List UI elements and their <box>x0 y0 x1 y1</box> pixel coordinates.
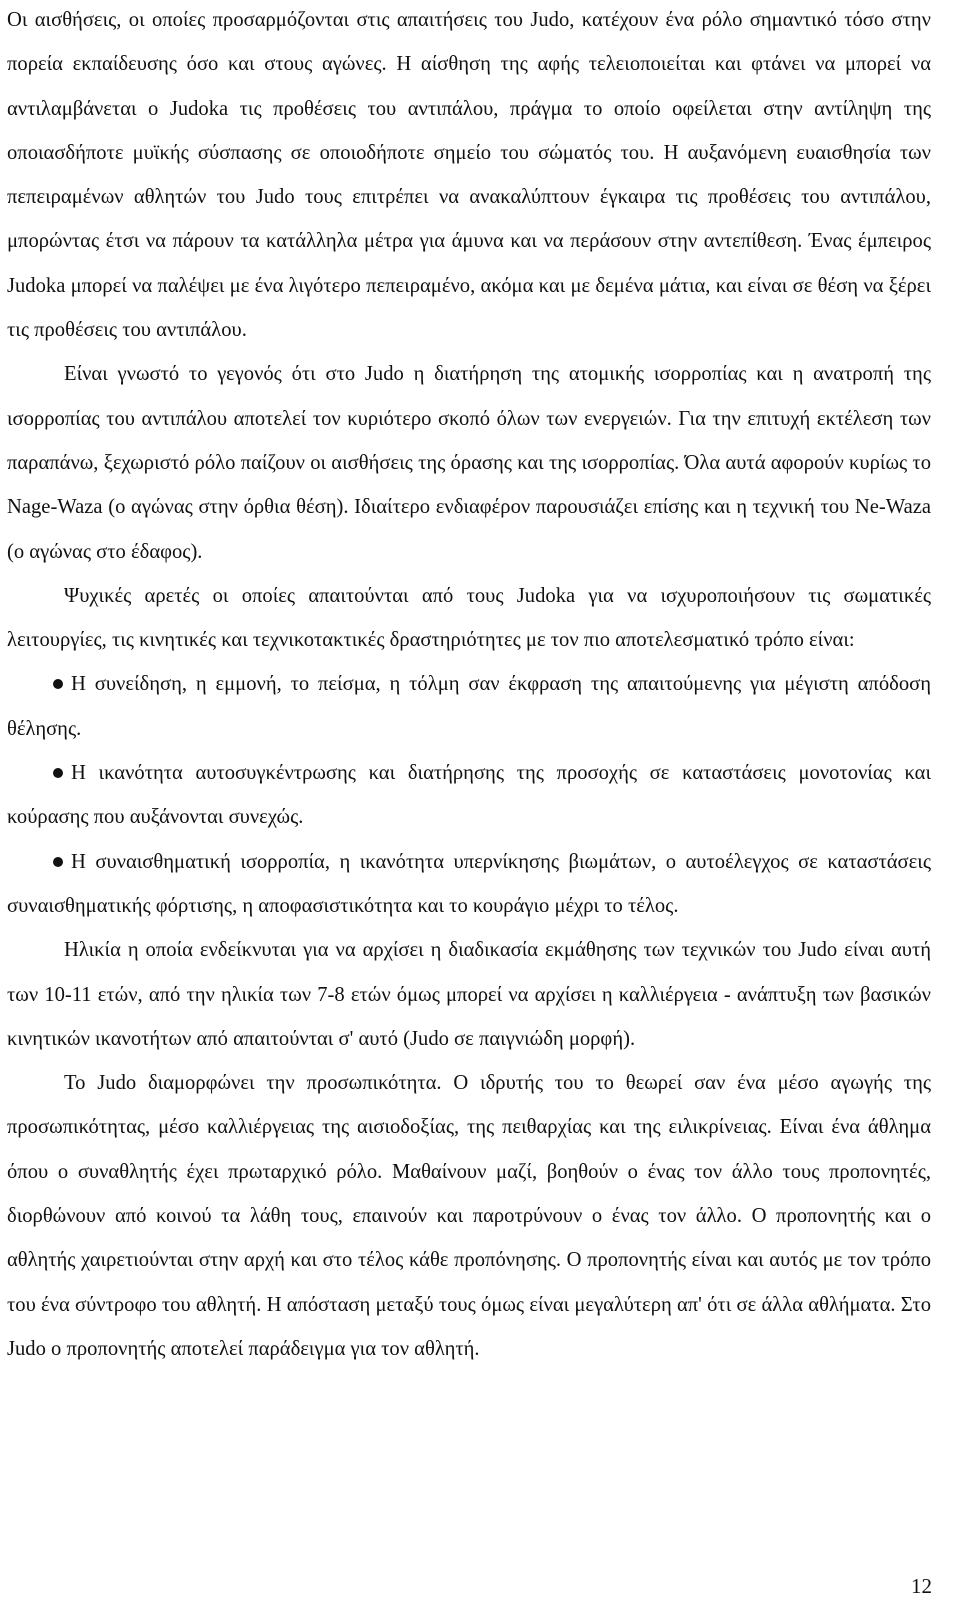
bullet-dot-icon <box>53 768 63 778</box>
bullet-text: Η ικανότητα αυτοσυγκέντρωσης και διατήρησης της προσοχής σε καταστάσεις μονοτονίας και κούρασης που αυξάνονται συνεχώς. <box>7 762 931 829</box>
bullet-dot-icon <box>53 857 63 867</box>
paragraph-personality: Το Judo διαμορφώνει την προσωπικότητα. Ο ιδρυτής του το θεωρεί σαν ένα μέσο αγωγής της προσωπικότητας, μέσο καλλιέργειας της αισιοδοξίας, της πειθαρχίας και της ειλικρίνειας. Είναι ένα άθλημα όπου ο συναθλητής έχει πρωταρχικό ρόλο. Μαθαίνουν μαζί, βοηθούν ο ένας τον άλλο τους προπονητές, διορθώνουν από κοινού τα λάθη τους, επαινούν και παροτρύνουν ο ένας τον άλλο. Ο προπονητής και ο αθλητής χαιρετιούνται στην αρχή και στο τέλος κάθε προπόνησης. Ο προπονητής είναι και αυτός με τον τρόπο του ένα σύντροφο του αθλητή. Η απόσταση μεταξύ τους όμως είναι μεγαλύτερη απ' ότι σε άλλα αθλήματα. Στο Judo ο προπονητής αποτελεί παράδειγμα για τον αθλητή. <box>7 1072 931 1360</box>
paragraph-senses: Οι αισθήσεις, οι οποίες προσαρμόζονται στις απαιτήσεις του Judo, κατέχουν ένα ρόλο σημαντικό τόσο στην πορεία εκπαίδευσης όσο και στους αγώνες. Η αίσθηση της αφής τελειοποιείται και φτάνει να μπορεί να αντιλαμβάνεται ο Judoka τις προθέσεις του αντιπάλου, πράγμα το οποίο οφείλεται στην αντίληψη της οποιασδήποτε μυϊκής σύσπασης σε οποιοδήποτε σημείο του σώματός του. Η αυξανόμενη ευαισθησία των πεπειραμένων αθλητών του Judo τους επιτρέπει να ανακαλύπτουν έγκαιρα τις προθέσεις του αντιπάλου, μπορώντας έτσι να πάρουν τα κατάλληλα μέτρα για άμυνα και να περάσουν στην αντεπίθεση. Ένας έμπειρος Judoka μπορεί να παλέψει με ένα λιγότερο πεπειραμένο, ακόμα και με δεμένα μάτια, και είναι σε θέση να ξέρει τις προθέσεις του αντιπάλου. <box>7 9 931 342</box>
bullet-dot-icon <box>53 679 63 689</box>
document-page <box>7 0 931 1371</box>
page-number: 12 <box>911 1574 932 1598</box>
paragraph-balance: Είναι γνωστό το γεγονός ότι στο Judo η διατήρηση της ατομικής ισορροπίας και η ανατροπή της ισορροπίας του αντιπάλου αποτελεί τον κυριότερο σκοπό όλων των ενεργειών. Για την επιτυχή εκτέλεση των παραπάνω, ξεχωριστό ρόλο παίζουν οι αισθήσεις της όρασης και της ισορροπίας. Όλα αυτά αφορούν κυρίως το Nage-Waza (ο αγώνας στην όρθια θέση). Ιδιαίτερο ενδιαφέρον παρουσιάζει επίσης και η τεχνική του Ne-Waza (ο αγώνας στο έδαφος). <box>7 363 931 563</box>
bullet-item-2 <box>7 751 931 840</box>
bullet-item-1 <box>7 662 931 751</box>
bullet-text: Η συνείδηση, η εμμονή, το πείσμα, η τόλμη σαν έκφραση της απαιτούμενης για μέγιστη απόδοση θέλησης. <box>7 673 931 740</box>
paragraph-virtues-intro: Ψυχικές αρετές οι οποίες απαιτούνται από τους Judoka για να ισχυροποιήσουν τις σωματικές λειτουργίες, τις κινητικές και τεχνικοτακτικές δραστηριότητες με τον πιο αποτελεσματικό τρόπο είναι: <box>7 584 931 652</box>
bullet-text: Η συναισθηματική ισορροπία, η ικανότητα υπερνίκησης βιωμάτων, ο αυτοέλεγχος σε καταστάσεις συναισθηματικής φόρτισης, η αποφασιστικότητα και το κουράγιο μέχρι το τέλος. <box>7 850 931 917</box>
paragraph-age: Ηλικία η οποία ενδείκνυται για να αρχίσει η διαδικασία εκμάθησης των τεχνικών του Judo είναι αυτή των 10-11 ετών, από την ηλικία των 7-8 ετών όμως μπορεί να αρχίσει η καλλιέργεια - ανάπτυξη των βασικών κινητικών ικανοτήτων από απαιτούνται σ' αυτό (Judo σε παιγνιώδη μορφή). <box>7 939 931 1050</box>
bullet-item-3 <box>7 840 931 929</box>
